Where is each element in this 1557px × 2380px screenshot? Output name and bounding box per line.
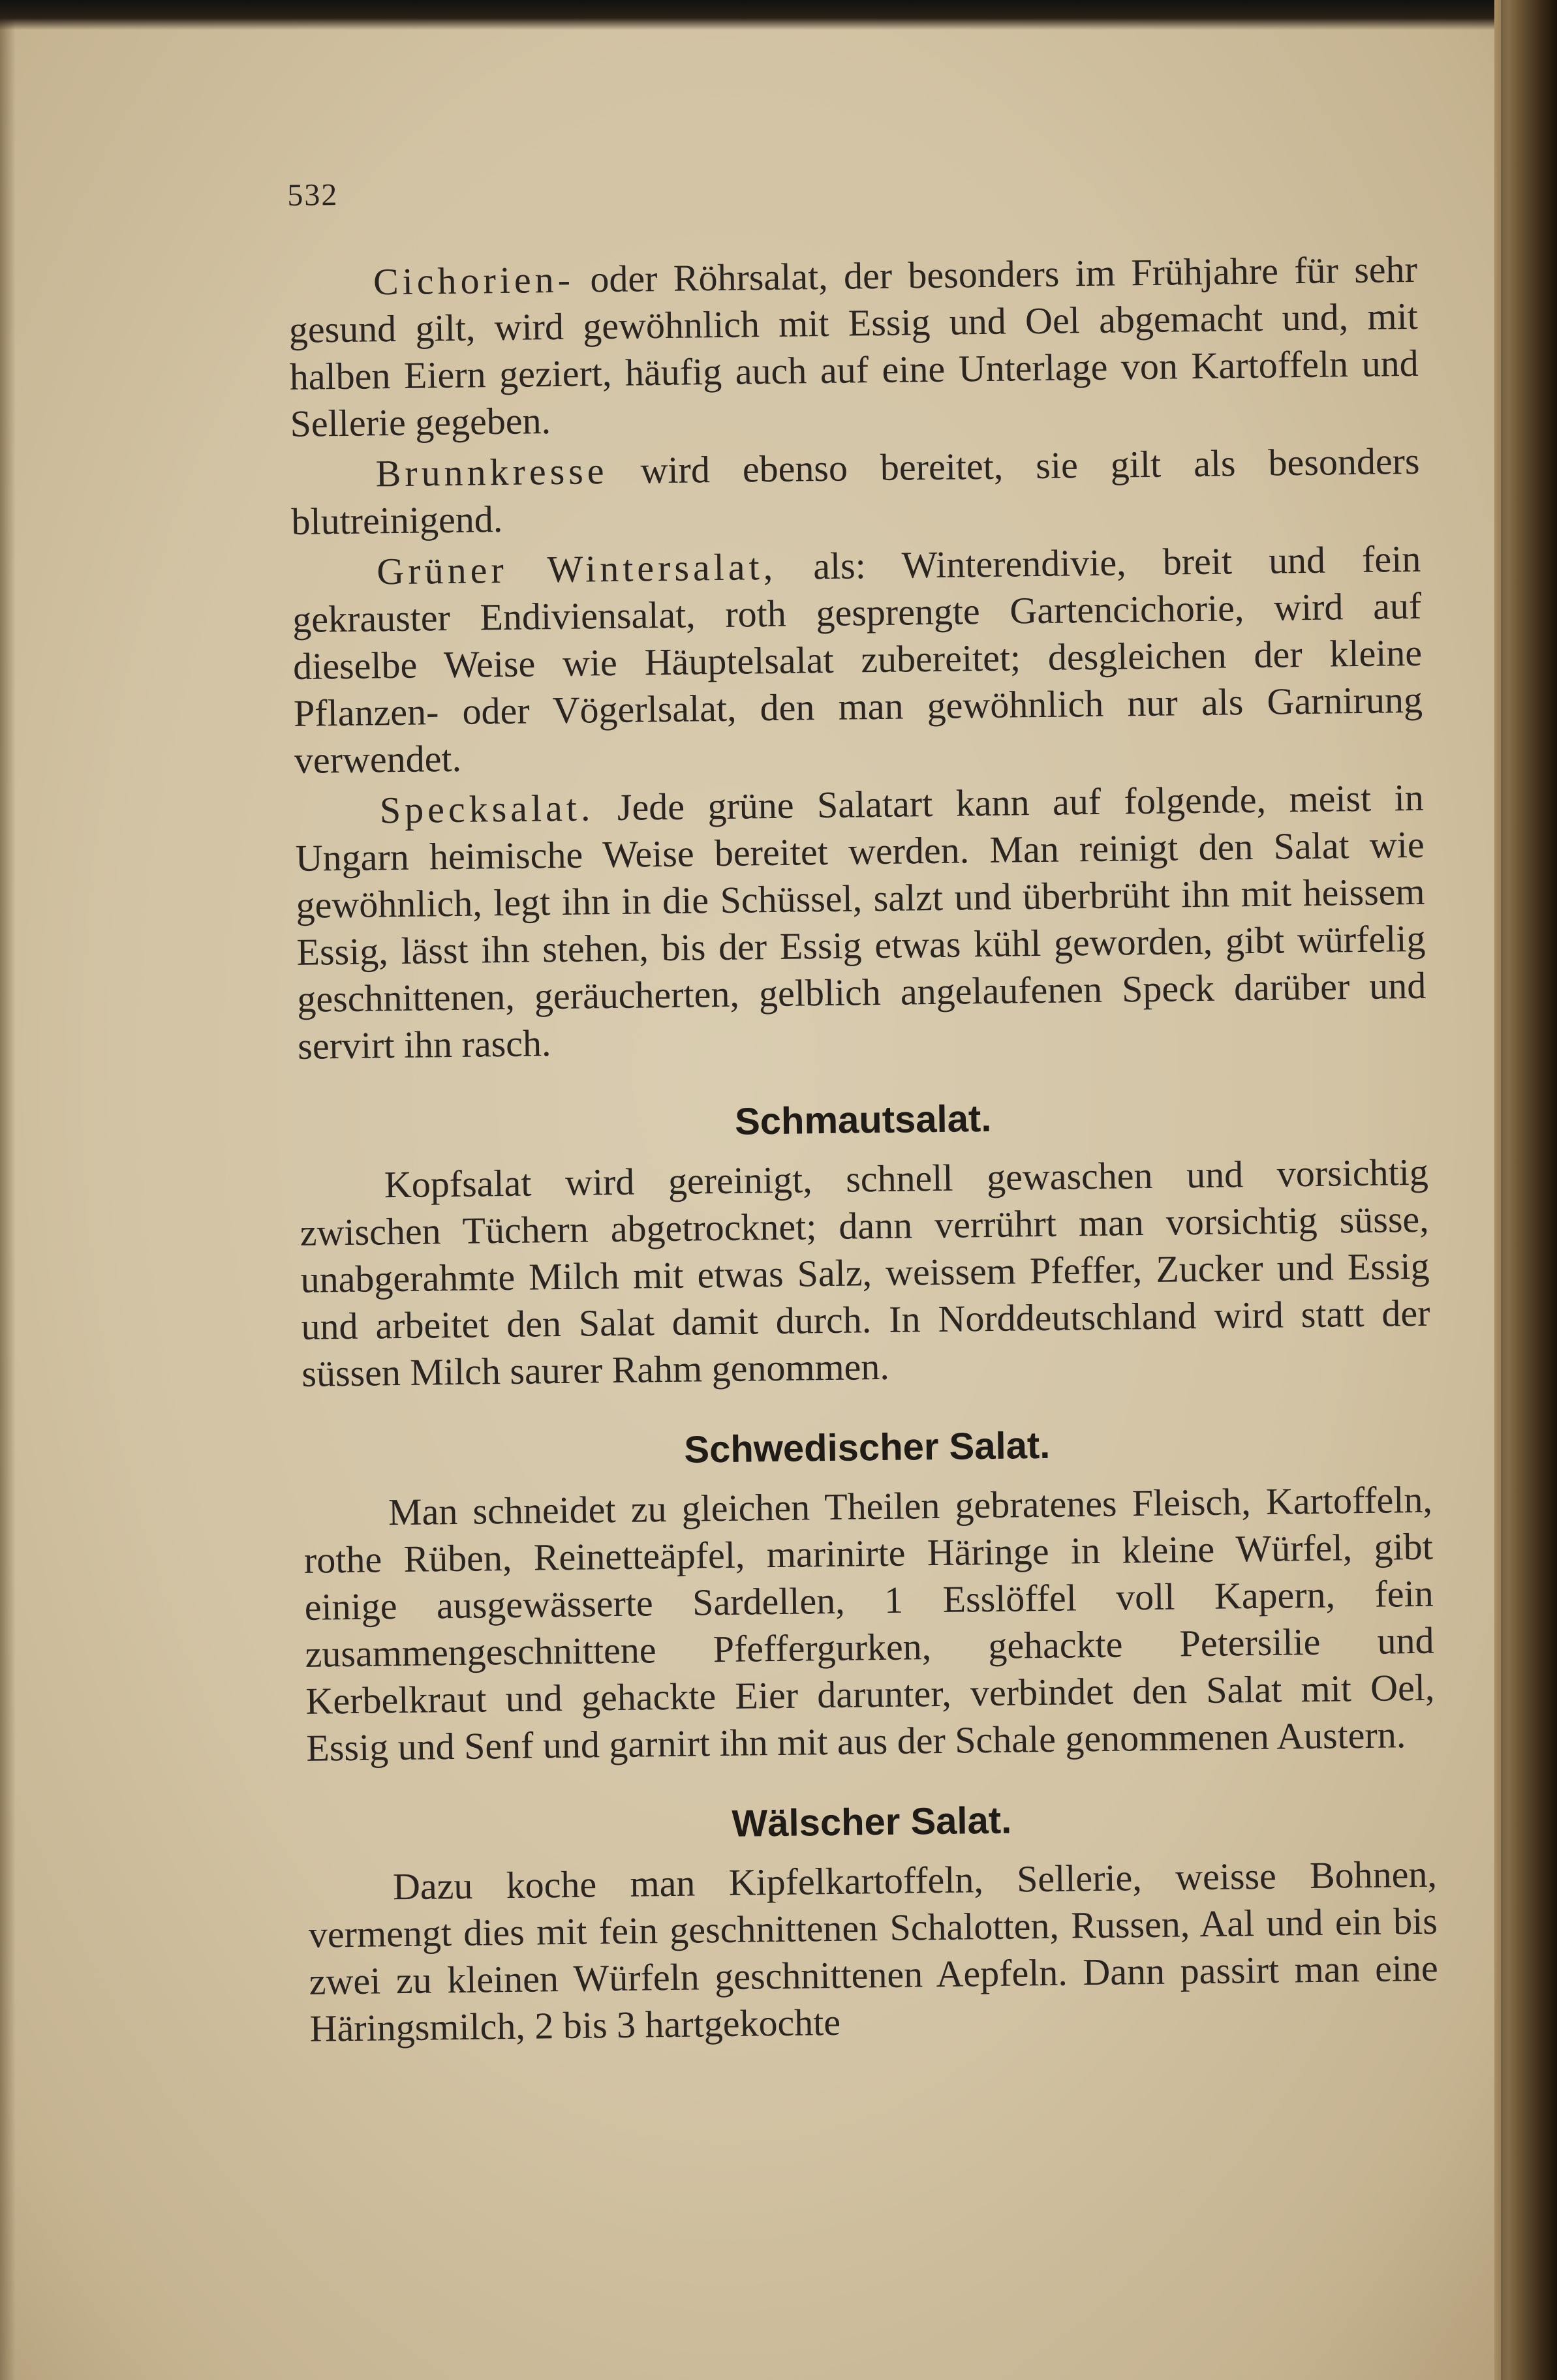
paragraph-lead: Specksalat. <box>379 786 594 832</box>
section-text-waelscher-salat: Dazu koche man Kipfelkartoffeln, Sellerie, weisse Bohnen, vermengt dies mit fein geschnittenen Schalotten, Russen, Aal und ein bis zwei zu kleinen Würfeln geschnittenen Aepfeln. Dann passirt man eine Häringsmilch, 2 bis 3 hartgekochte <box>308 1852 1439 2050</box>
paragraph-lead: Grüner Wintersalat, <box>377 545 777 593</box>
heading-waelscher-salat: Wälscher Salat. <box>732 1799 1012 1845</box>
paragraph-body: Jede grüne Salatart kann auf folgende, meist in Ungarn heimische Weise bereitet werden. Man reinigt den Salat wie gewöhnlich, legt ihn in die Schüssel, salzt und überbrüht ihn mit heissem Essig, lässt ihn stehen, bis der Essig etwas kühl geworden, gibt würfelig geschnittenen, geräucherten, gelblich angelaufenen Speck darüber und servirt ihn rasch. <box>295 776 1426 1067</box>
paragraph-body: oder Röhrsalat, der besonders im Frühjahre für sehr gesund gilt, wird gewöhnlich mit Essig und Oel abgemacht und, mit halben Eiern geziert, häufig auch auf eine Unterlage von Kartoffeln und Sellerie gegeben. <box>288 247 1419 445</box>
heading-schmautsalat: Schmautsalat. <box>734 1097 992 1143</box>
paragraph-lead: Cichorien- <box>373 258 575 303</box>
paragraph-body: wird ebenso bereitet, sie gilt als besonders blutreinigend. <box>291 439 1420 543</box>
page-number: 532 <box>287 177 339 213</box>
section-text-schmautsalat: Kopfsalat wird gereinigt, schnell gewaschen und vorsichtig zwischen Tüchern abgetrocknet; dann verrührt man vorsichtig süsse, unabgerahmte Milch mit etwas Salz, weissem Pfeffer, Zucker und Essig und arbeitet den Salat damit durch. In Norddeutschland wird statt der süssen Milch saurer Rahm genommen. <box>300 1150 1430 1395</box>
paragraph-specksalat <box>294 774 1426 1070</box>
paragraph-lead: Brunnkresse <box>375 450 608 495</box>
page-fold-shadow <box>1501 0 1509 2380</box>
scan-top-edge <box>0 0 1513 30</box>
paragraph-body: als: Winterendivie, breit und fein gekrauster Endiviensalat, roth gesprengte Gartencichorie, wird auf dieselbe Weise wie Häuptelsalat zubereitet; desgleichen der kleine Pflanzen- oder Vögerlsalat, den man gewöhnlich nur als Garnirung verwendet. <box>292 537 1423 782</box>
page-text-block <box>287 162 1439 2056</box>
paragraph-cichorien <box>288 246 1419 448</box>
section-text-schwedischer-salat: Man schneidet zu gleichen Theilen gebratenes Fleisch, Kartoffeln, rothe Rüben, Reinetteäpfel, marinirte Häringe in kleine Würfel, gibt einige ausgewässerte Sardellen, 1 Esslöffel voll Kapern, fein zusammengeschnittene Pfeffergurken, gehackte Petersilie und Kerbelkraut und gehackte Eier darunter, verbindet den Salat mit Oel, Essig und Senf und garnirt ihn mit aus der Schale genommenen Austern. <box>303 1478 1435 1769</box>
paragraph-wintersalat <box>292 536 1423 784</box>
paragraph-brunnkresse <box>290 438 1421 545</box>
heading-schwedischer-salat: Schwedischer Salat. <box>684 1424 1051 1471</box>
